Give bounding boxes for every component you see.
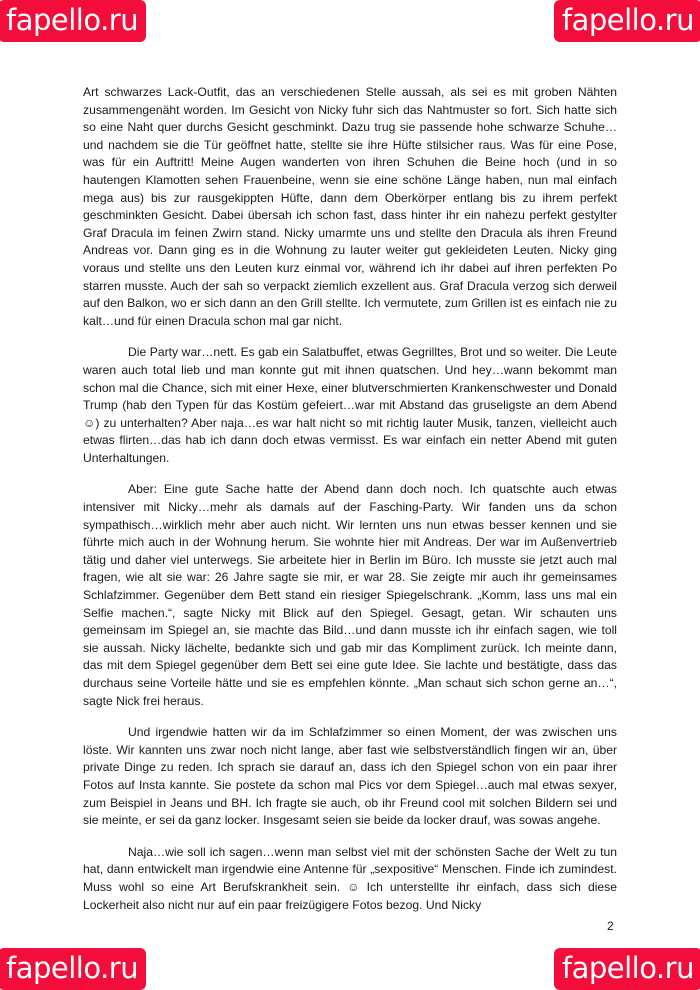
watermark-bottom-left: fapello.ru xyxy=(0,948,146,990)
watermark-top-right: fapello.ru xyxy=(554,0,700,42)
page-number: 2 xyxy=(607,919,614,933)
paragraph-4: Und irgendwie hatten wir da im Schlafzimmer so einen Moment, der was zwischen uns löste. Wir kannten uns zwar noch nicht lange, aber fast wie selbstverständlich fingen wir an, über private Dinge zu reden. Ich sprach sie darauf an, dass ich den Spiegel schon von ein paar ihrer Fotos auf Insta kannte. Sie postete da schon mal Pics vor dem Spiegel…auch mal etwas sexyer, zum Beispiel in Jeans und BH. Ich fragte sie auch, ob ihr Freund cool mit solchen Bildern sei und sie meinte, er sei da ganz locker. Insgesamt seien sie beide da locker drauf, was sowas angehe. xyxy=(83,725,617,828)
text-body xyxy=(83,84,617,928)
watermark-top-left: fapello.ru xyxy=(0,0,146,42)
paragraph-2: Die Party war…nett. Es gab ein Salatbuffet, etwas Gegrilltes, Brot und so weiter. Die Leute waren auch total lieb und man konnte gut mit ihnen quatschen. Und hey…wann bekommt man schon mal die Chance, sich mit einer Hexe, einer blutverschmierten Krankenschwester und Donald Trump (hab den Typen für das Kostüm gefeiert…war mit Abstand das gruseligste an dem Abend ☺) zu unterhalten? Aber naja…es war halt nicht so mit richtig lauter Musik, tanzen, vielleicht auch etwas flirten…das hab ich dann doch etwas vermisst. Es war einfach ein netter Abend mit guten Unterhaltungen. xyxy=(83,345,617,465)
watermark-bottom-right: fapello.ru xyxy=(554,948,700,990)
paragraph-1: Art schwarzes Lack-Outfit, das an verschiedenen Stelle aussah, als sei es mit groben Nähten zusammengenäht worden. Im Gesicht von Nicky fuhr sich das Nahtmuster so fort. Sich hatte sich so eine Naht quer durchs Gesicht geschminkt. Dazu trug sie passende hohe schwarze Schuhe…und nachdem sie die Tür geöffnet hatte, stellte sie ihre Hüfte stilsicher raus. Was für eine Pose, was für ein Auftritt! Meine Augen wanderten von ihren Schuhen die Beine hoch (und in so hautengen Klamotten sehen Frauenbeine, wenn sie eine schöne Länge haben, nun mal einfach mega aus) bis zur rausgekippten Hüfte, dann dem Oberkörper entlang bis zu ihrem perfekt geschminkten Gesicht. Dabei übersah ich schon fast, dass hinter ihr ein nahezu perfekt gestylter Graf Dracula im feinen Zwirn stand. Nicky umarmte uns und stellte den Dracula als ihren Freund Andreas vor. Dann ging es in die Wohnung zu lauter weiter gut gekleideten Leuten. Nicky ging voraus und stellte uns den Leuten kurz einmal vor, während ich ihr dabei auf ihren perfekten Po starren musste. Auch der sah so verpackt ziemlich exzellent aus. Graf Dracula verzog sich derweil auf den Balkon, wo er sich dann an den Grill stellte. Ich vermutete, zum Grillen ist es einfach nie zu kalt…und für einen Dracula schon mal gar nicht. xyxy=(83,85,617,328)
paragraph-5: Naja…wie soll ich sagen…wenn man selbst viel mit der schönsten Sache der Welt zu tun hat, dann entwickelt man irgendwie eine Antenne für „sexpositive“ Menschen. Finde ich zumindest. Muss wohl so eine Art Berufskrankheit sein. ☺ Ich unterstellte ihr einfach, dass sich diese Lockerheit also nicht nur auf ein paar freizügigere Fotos bezog. Und Nicky xyxy=(83,844,617,912)
paragraph-3: Aber: Eine gute Sache hatte der Abend dann doch noch. Ich quatschte auch etwas intensiver mit Nicky…mehr als damals auf der Fasching-Party. Wir fanden uns da schon sympathisch…wirklich mehr aber auch nicht. Wir lernten uns nun etwas besser kennen und sie führte mich auch in der Wohnung herum. Sie wohnte hier mit Andreas. Der war im Außenvertrieb tätig und daher viel unterwegs. Sie arbeitete hier in Berlin im Büro. Ich musste sie jetzt auch mal fragen, wie alt sie war: 26 Jahre sagte sie mir, er war 28. Sie zeigte mir auch ihr gemeinsames Schlafzimmer. Gegenüber dem Bett stand ein riesiger Spiegelschrank. „Komm, lass uns mal ein Selfie machen.“, sagte Nicky mit Blick auf den Spiegel. Gesagt, getan. Wir schauten uns gemeinsam im Spiegel an, sie machte das Bild…und dann musste ich ihr einfach sagen, wie toll sie aussah. Nicky lächelte, bedankte sich und gab mir das Kompliment zurück. Ich meinte dann, das mit dem Spiegel gegenüber dem Bett sei eine gute Idee. Sie lachte und bestätigte, dass das durchaus seine Vorteile hätte und sie es empfehlen könnte. „Man schaut sich schon gerne an…“, sagte Nick frei heraus. xyxy=(83,482,617,708)
